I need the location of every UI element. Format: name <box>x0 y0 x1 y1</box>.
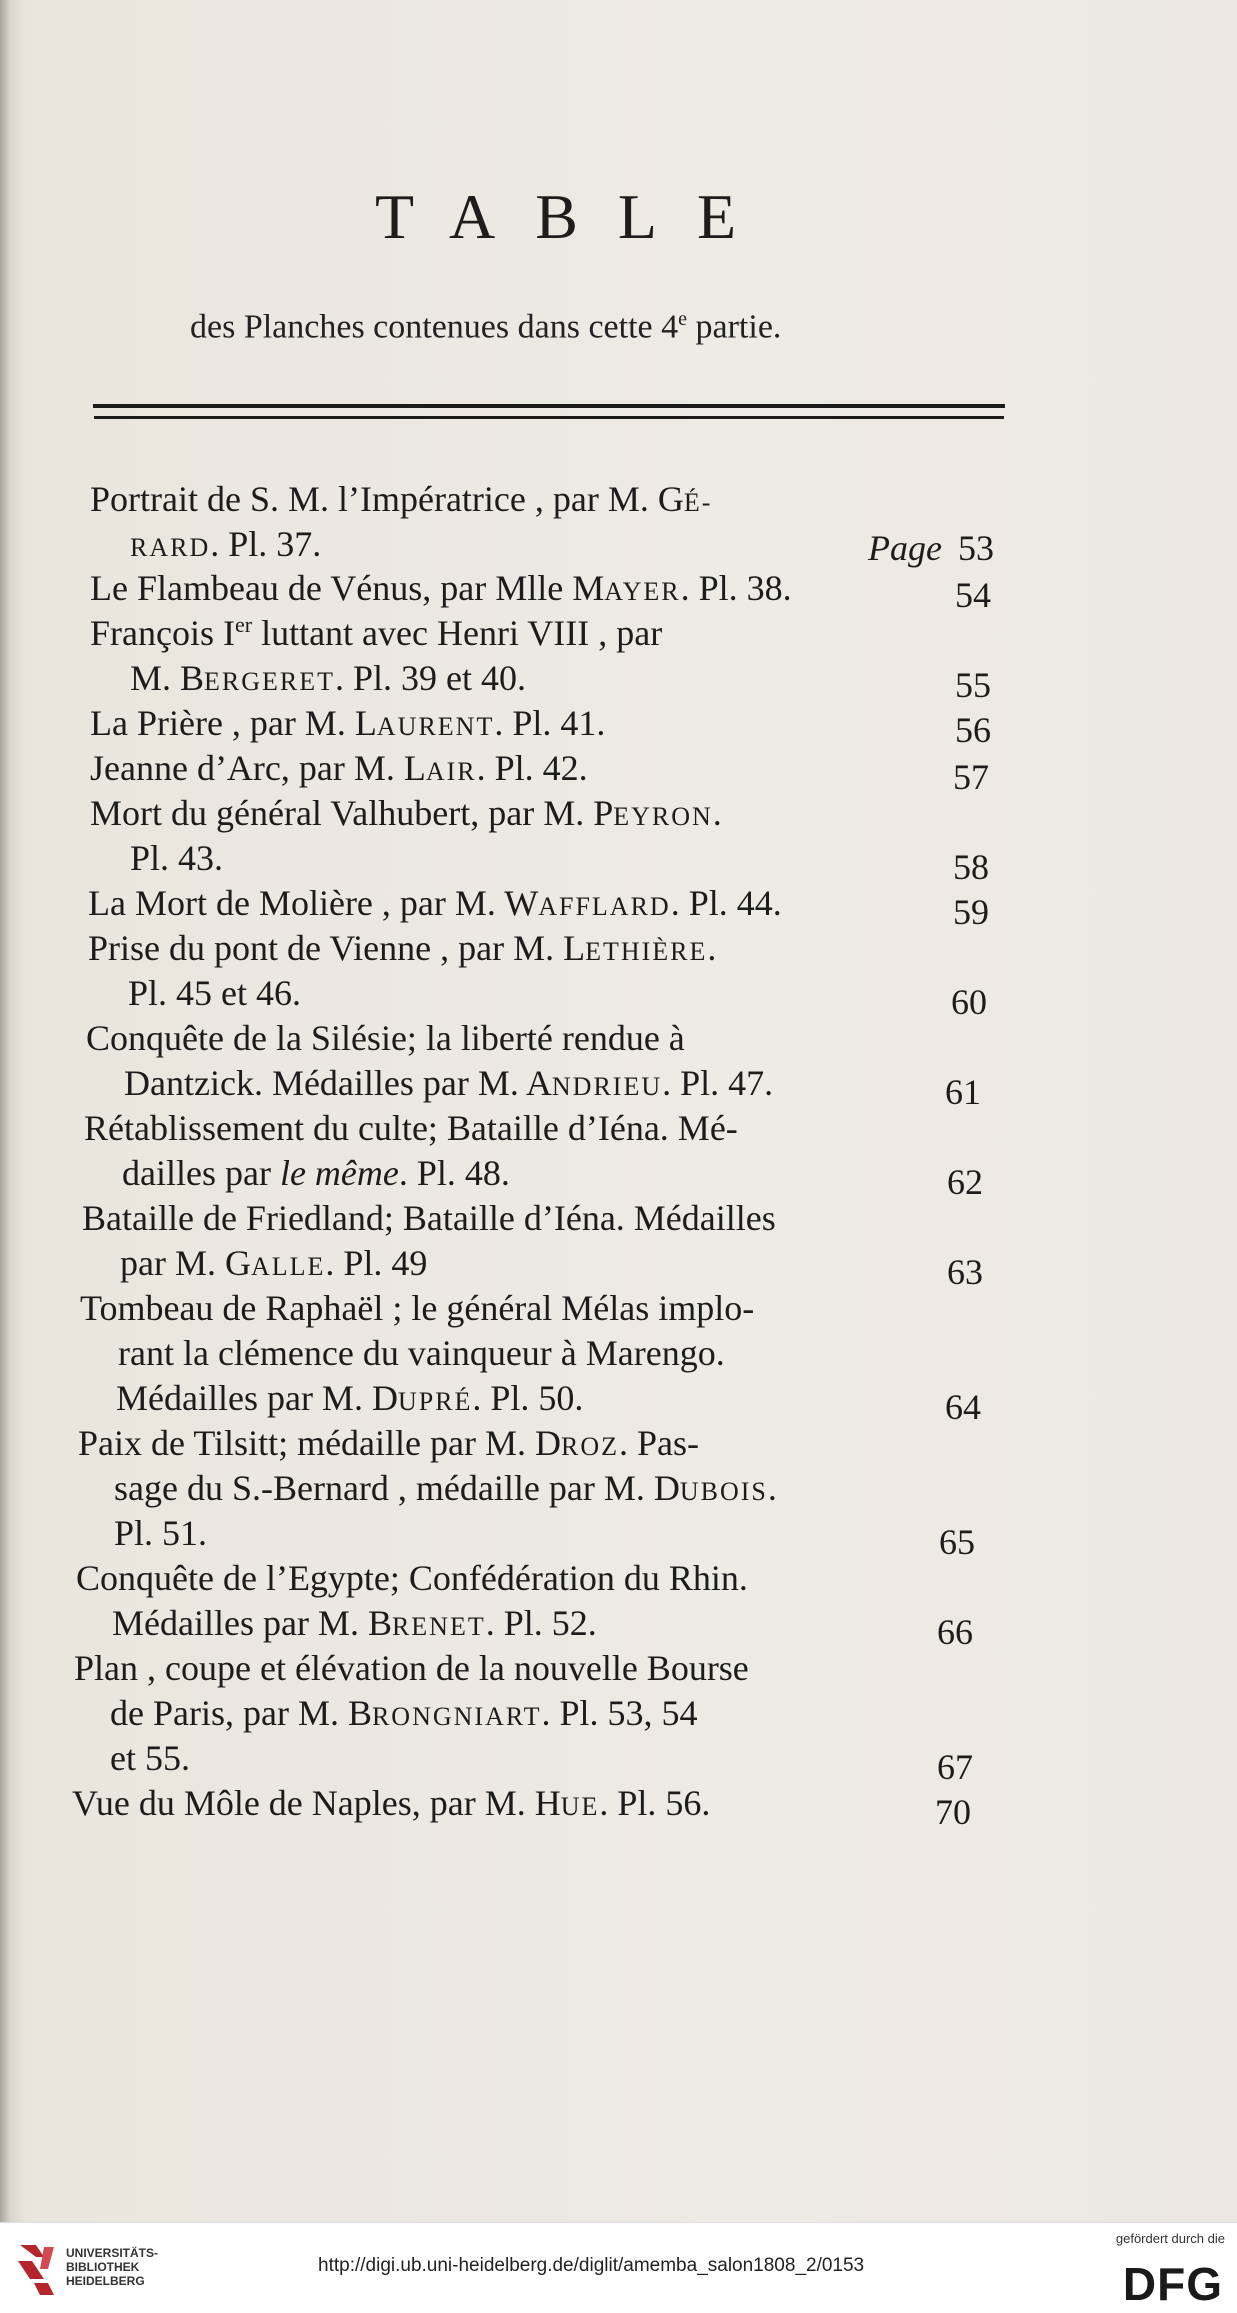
page-number: 60 <box>951 982 987 1022</box>
toc-line: rant la clémence du vainqueur à Marengo. <box>118 1333 725 1373</box>
page-number: 58 <box>953 847 989 887</box>
toc-line: Conquête de la Silésie; la liberté rendue à <box>86 1018 685 1058</box>
toc-line: Dantzick. Médailles par M. ANDRIEU. Pl. 47. <box>124 1063 774 1103</box>
toc-line: dailles par le même. Pl. 48. <box>122 1153 510 1193</box>
page-title: TABLE <box>375 181 777 252</box>
page-number: 70 <box>935 1792 971 1832</box>
page-number: 54 <box>955 575 991 615</box>
double-rule-bottom <box>94 416 1004 419</box>
library-logo-icon <box>14 2241 60 2303</box>
library-name: UNIVERSITÄTS- BIBLIOTHEK HEIDELBERG <box>66 2246 159 2288</box>
page-number: 61 <box>945 1072 981 1112</box>
toc-line: Pl. 51. <box>114 1513 208 1553</box>
toc-line: par M. GALLE. Pl. 49 <box>120 1243 428 1283</box>
toc-line: Pl. 45 et 46. <box>128 973 302 1013</box>
toc-line: Portrait de S. M. l’Impératrice , par M. GÉ- <box>90 479 713 519</box>
toc-line: Tombeau de Raphaël ; le général Mélas implo- <box>80 1288 755 1328</box>
double-rule-top <box>93 404 1005 408</box>
page-label: Page <box>868 528 942 568</box>
toc-line: Prise du pont de Vienne , par M. LETHIÈRE. <box>88 928 717 968</box>
toc-line: Plan , coupe et élévation de la nouvelle Bourse <box>74 1648 749 1688</box>
page-number: 55 <box>955 665 991 705</box>
toc-line: Rétablissement du culte; Bataille d’Iéna. Mé- <box>84 1108 738 1148</box>
page-number: 67 <box>937 1747 973 1787</box>
page-number: 59 <box>953 892 989 932</box>
toc-line: Mort du général Valhubert, par M. PEYRON. <box>90 793 722 833</box>
page-number: 63 <box>947 1252 983 1292</box>
toc-line: La Prière , par M. LAURENT. Pl. 41. <box>90 703 606 743</box>
toc-line: Médailles par M. BRENET. Pl. 52. <box>112 1603 597 1643</box>
page-number: 62 <box>947 1162 983 1202</box>
permalink-url[interactable]: http://digi.ub.uni-heidelberg.de/diglit/amemba_salon1808_2/0153 <box>318 2255 865 2276</box>
toc-line: Le Flambeau de Vénus, par Mlle MAYER. Pl. 38. <box>90 568 792 608</box>
toc-line: et 55. <box>110 1738 190 1778</box>
page-number: 56 <box>955 710 991 750</box>
page-subtitle: des Planches contenues dans cette 4e partie. <box>190 308 782 346</box>
toc-line: Médailles par M. DUPRÉ. Pl. 50. <box>116 1378 584 1418</box>
toc-line: Pl. 43. <box>130 838 224 878</box>
toc-line: M. BERGERET. Pl. 39 et 40. <box>130 658 527 698</box>
toc-line: Bataille de Friedland; Bataille d’Iéna. Médailles <box>82 1198 776 1238</box>
toc-line: Jeanne d’Arc, par M. LAIR. Pl. 42. <box>90 748 588 788</box>
toc-line: de Paris, par M. BRONGNIART. Pl. 53, 54 <box>110 1693 698 1733</box>
toc-line: sage du S.-Bernard , médaille par M. DUBOIS. <box>114 1468 777 1508</box>
dfg-logo: DFG <box>1122 2258 1223 2310</box>
funding-label: gefördert durch die <box>1115 2231 1225 2246</box>
toc-line: Paix de Tilsitt; médaille par M. DROZ. Pas- <box>78 1423 699 1463</box>
toc-line: François Ier luttant avec Henri VIII , par <box>90 612 663 653</box>
toc-line: Vue du Môle de Naples, par M. HUE. Pl. 56. <box>72 1783 711 1823</box>
viewer-footer <box>0 2222 1237 2313</box>
page-number: 65 <box>939 1522 975 1562</box>
toc-line: La Mort de Molière , par M. WAFFLARD. Pl. 44. <box>88 883 782 923</box>
toc-line: RARD. Pl. 37. <box>130 524 322 564</box>
toc-line: Conquête de l’Egypte; Confédération du Rhin. <box>76 1558 748 1598</box>
page-number: 66 <box>937 1612 973 1652</box>
page-number: 53 <box>958 528 994 568</box>
page-number: 64 <box>945 1387 981 1427</box>
page-number: 57 <box>953 757 989 797</box>
